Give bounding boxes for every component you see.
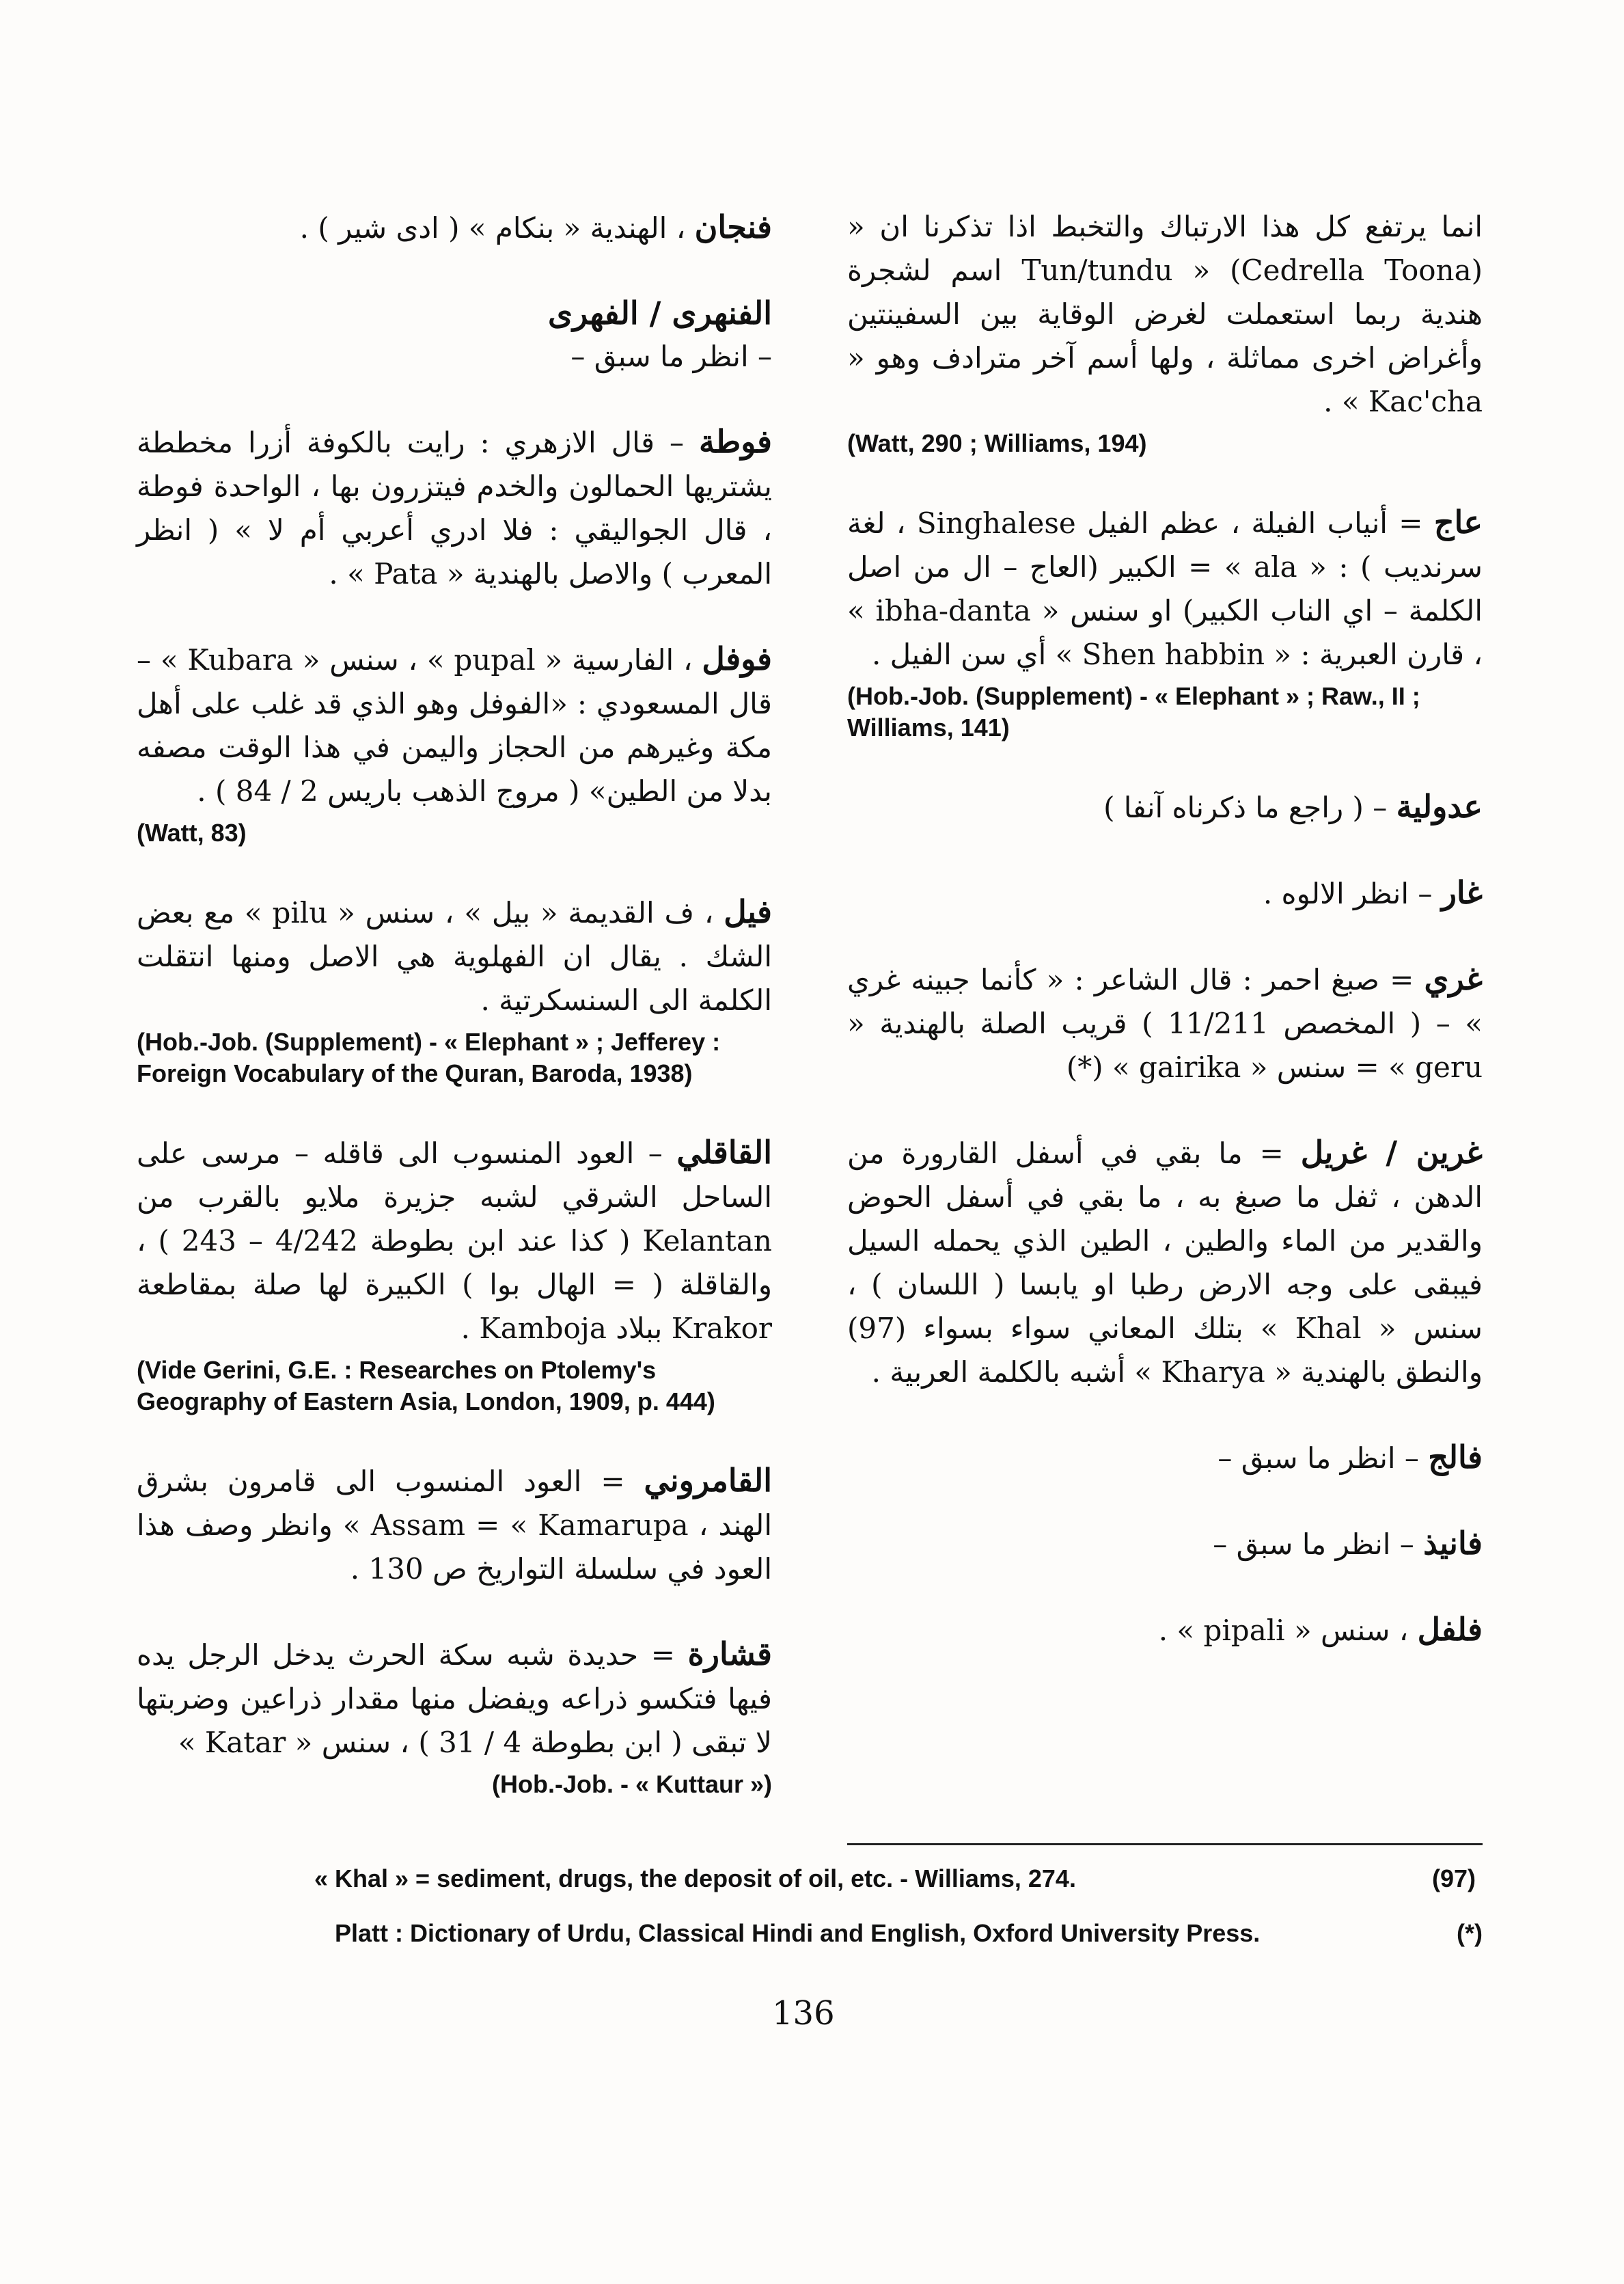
entry-headword: غار xyxy=(1441,874,1483,911)
entry-body: – انظر ما سبق – xyxy=(1213,1527,1414,1561)
entry-headword: فالج xyxy=(1428,1439,1483,1476)
entry-body: = العود المنسوب الى قامرون بشرق الهند ، Assam = « Kamarupa » وانظر وصف هذا العود في سلسلة التواريخ ص 130 . xyxy=(137,1465,772,1586)
entry-body: – العود المنسوب الى قاقله – مرسى على الساحل الشرقي لشبه جزيرة ملايو بالقرب من Kelantan ( كذا عند ابن بطوطة 4/242 – 243 ) ، والقاقلة ( = الهال بوا ) الكبيرة لها صلة بمقاطعة Krakor ببلاد Kamboja . xyxy=(137,1137,772,1345)
entry-headword: عاج xyxy=(1433,504,1483,541)
entry-headword: القاقلي xyxy=(676,1134,772,1171)
footnote-97 xyxy=(314,1864,1476,1893)
entry-headword: غري xyxy=(1424,960,1483,997)
right-column xyxy=(847,205,1483,1694)
footnote-mark: (*) xyxy=(1457,1919,1483,1947)
entry-reference: (Hob.-Job. (Supplement) - « Elephant » ; Jefferey : Foreign Vocabulary of the Quran, Baroda, 1938) xyxy=(137,1028,721,1087)
entry-headword: فنجان xyxy=(694,208,772,245)
entry-fouta xyxy=(137,420,772,596)
entry-headword: فوفل xyxy=(702,640,772,677)
entry-headword: القامروني xyxy=(644,1462,772,1499)
footnote-text: Platt : Dictionary of Urdu, Classical Hindi and English, Oxford University Press. xyxy=(335,1919,1261,1947)
entry-headword: فوطة xyxy=(698,423,772,460)
entry-body: – انظر ما سبق – xyxy=(1217,1441,1419,1475)
entry-body: ، سنس « pipali » . xyxy=(1158,1614,1409,1647)
entry-body: – قال الازهري : رايت بالكوفة أزرا مخططة يشتريها الحمالون والخدم فيتزرون بها ، الواحدة فوطة ، قال الجواليقي : فلا ادري أعربي أم لا » ( انظر المعرب ) والاصل بالهندية « Pata » . xyxy=(137,426,772,590)
entry-reference: (Watt, 290 ; Williams, 194) xyxy=(847,429,1147,457)
entry-body: انما يرتفع كل هذا الارتباك والتخبط اذا تذكرنا ان « Tun/tundu » (Cedrella Toona) اسم لشجرة هندية ربما استعملت لغرض الوقاية بين السفينتين وأغراض اخرى مماثلة ، ولها أسم آخر مترادف وهو « Kac'cha » . xyxy=(847,210,1483,418)
entry-filfil xyxy=(847,1607,1483,1653)
entry-headword: قشارة xyxy=(687,1635,772,1672)
entry-headword: فانيذ xyxy=(1423,1525,1483,1562)
entry-headword: عدولية xyxy=(1396,788,1483,825)
entry-body: = أنياب الفيلة ، عظم الفيل Singhalese ، لغة سرنديب ) : « ala » = الكبير (العاج – ال من اصل الكلمة – اي الناب الكبير) او سنس « ibha-danta » ، قارن العبرية : « Shen habbin » أي سن الفيل . xyxy=(847,506,1483,671)
entry-body: – ( راجع ما ذكرناه آنفا ) xyxy=(1103,791,1388,824)
page-number: 136 xyxy=(772,1994,835,2033)
footnote-star xyxy=(335,1919,1483,1948)
entry-headword: فيل xyxy=(724,893,772,930)
entry-adawliya xyxy=(847,785,1483,830)
entry-reference: (Watt, 83) xyxy=(137,819,247,847)
entry-body: = ما بقي في أسفل القارورة من الدهن ، ثفل ما صبغ به ، ما بقي في أسفل الحوض والقدير من الماء والطين ، الطين الذي يحمله السيل فيبقى على وجه الارض رطبا او يابسا ( اللسان ) ، سنس « Khal » بتلك المعاني سواء بسواء (97) والنطق بالهندية « Kharya » أشبه بالكلمة العربية . xyxy=(847,1137,1483,1389)
footnote-divider xyxy=(847,1843,1483,1845)
entry-body: = صبغ احمر : قال الشاعر : « كأنما جبينه غري » – ( المخصص 11/211 ) قريب الصلة بالهندية « geru » = سنس « gairika » (*) xyxy=(847,963,1483,1084)
entry-ghari xyxy=(847,957,1483,1089)
entry-body: – انظر الالوه . xyxy=(1263,877,1433,910)
entry-headword: غرين / غريل xyxy=(1300,1134,1483,1171)
footnote-mark: (97) xyxy=(1431,1864,1476,1892)
entry-headword: فلفل xyxy=(1417,1611,1483,1648)
entry-qashshara xyxy=(137,1632,772,1800)
entry-qaqili xyxy=(137,1130,772,1417)
entry-body: – انظر ما سبق – xyxy=(570,340,772,373)
entry-intro xyxy=(847,205,1483,459)
entry-aaj xyxy=(847,500,1483,744)
footnote-text: « Khal » = sediment, drugs, the deposit of oil, etc. - Williams, 274. xyxy=(314,1864,1076,1892)
left-column xyxy=(137,205,772,1841)
entry-headword: الفنهرى / الفهرى xyxy=(547,295,772,331)
entry-body: = حديدة شبه سكة الحرث يدخل الرجل يده فيها فتكسو ذراعه ويفضل منها مقدار ذراعين وضربتها لا تبقى ( ابن بطوطة 4 / 31 ) ، سنس « Katar » xyxy=(137,1638,772,1759)
entry-body: ، ف القديمة « بيل » ، سنس « pilu » مع بعض الشك . يقال ان الفهلوية هي الاصل ومنها انتقلت الكلمة الى السنسكرتية . xyxy=(137,896,772,1017)
entry-body: ، الهندية « بنكام » ( ادى شير ) . xyxy=(299,211,686,245)
entry-reference: (Hob.-Job. (Supplement) - « Elephant » ; Raw., II ; Williams, 141) xyxy=(847,682,1420,742)
entry-ghar xyxy=(847,871,1483,916)
entry-falij xyxy=(847,1435,1483,1480)
entry-finjan xyxy=(137,205,772,250)
entry-fanidh xyxy=(847,1521,1483,1566)
entry-reference: (Vide Gerini, G.E. : Researches on Ptolemy's Geography of Eastern Asia, London, 1909, p. 444) xyxy=(137,1356,715,1415)
entry-body: ، الفارسية « pupal » ، سنس « Kubara » – قال المسعودي : «الفوفل وهو الذي قد غلب على أهل مكة وغيرهم من الحجاز واليمن في هذا الوقت مصفه بدلا من الطين» ( مروج الذهب باريس 2 / 84 ) . xyxy=(137,643,772,808)
entry-fil xyxy=(137,890,772,1089)
entry-fanhari xyxy=(137,291,772,379)
entry-qamaruni xyxy=(137,1458,772,1591)
entry-fofal xyxy=(137,637,772,849)
entry-gharin xyxy=(847,1130,1483,1394)
entry-reference: (Hob.-Job. - « Kuttaur ») xyxy=(492,1770,772,1798)
